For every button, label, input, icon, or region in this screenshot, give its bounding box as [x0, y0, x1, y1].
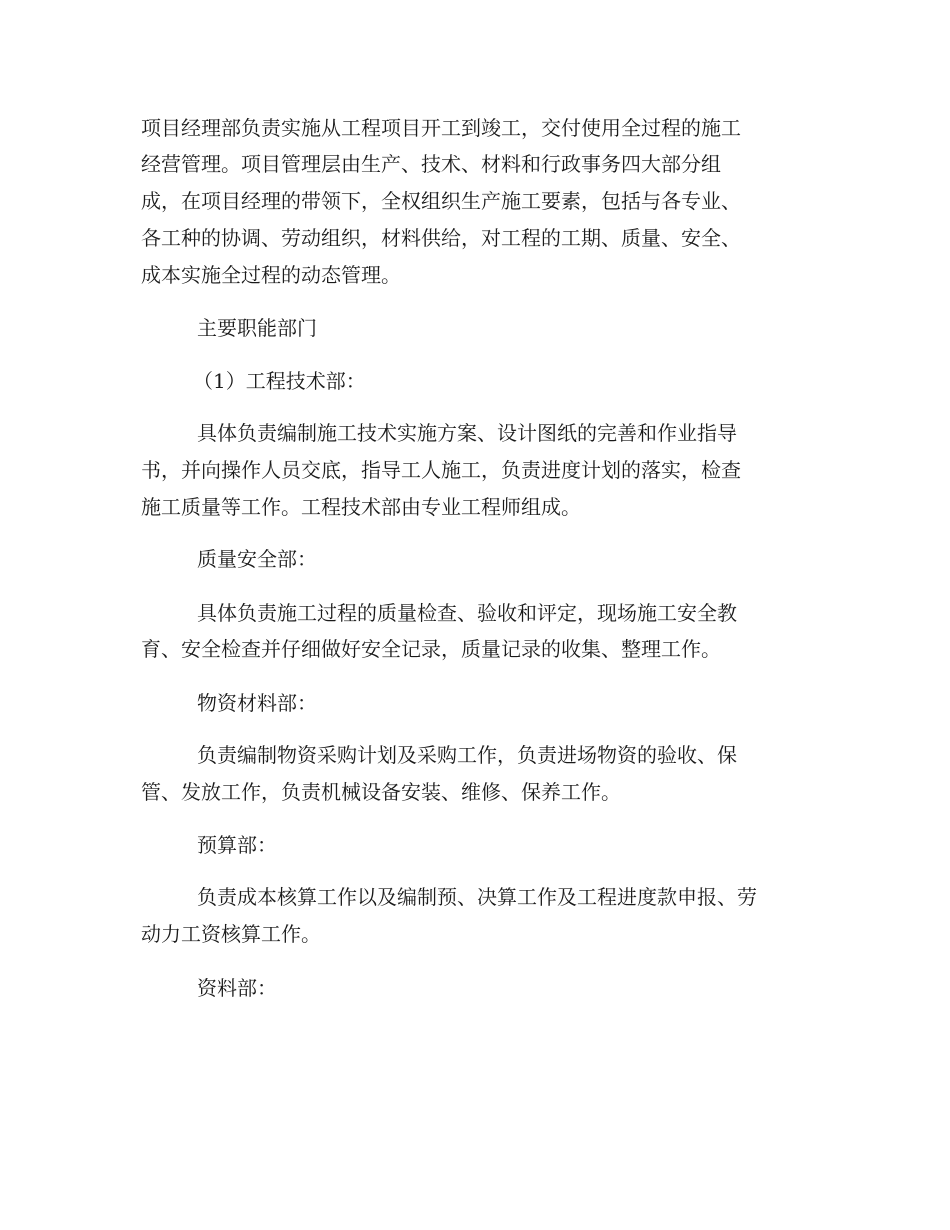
dept-engineering-title: （1）工程技术部：: [193, 369, 366, 393]
dept-quality-line-2: 育、安全检查并仔细做好安全记录，质量记录的收集、整理工作。: [141, 637, 721, 661]
intro-line-5: 成本实施全过程的动态管理。: [141, 263, 401, 287]
intro-line-3: 成，在项目经理的带领下，全权组织生产施工要素，包括与各专业、: [141, 189, 741, 213]
intro-line-2: 经营管理。项目管理层由生产、技术、材料和行政事务四大部分组: [141, 152, 721, 176]
dept-budget-title: 预算部：: [197, 833, 277, 857]
dept-engineering-line-2: 书，并向操作人员交底，指导工人施工，负责进度计划的落实，检查: [141, 458, 741, 482]
dept-materials-title: 物资材料部：: [197, 691, 317, 715]
dept-quality-line-1: 具体负责施工过程的质量检查、验收和评定，现场施工安全教: [197, 601, 737, 625]
dept-engineering-line-3: 施工质量等工作。工程技术部由专业工程师组成。: [141, 495, 581, 519]
dept-quality-title: 质量安全部：: [197, 547, 317, 571]
dept-budget-line-2: 动力工资核算工作。: [141, 922, 321, 946]
dept-materials-line-1: 负责编制物资采购计划及采购工作，负责进场物资的验收、保: [197, 743, 737, 767]
dept-materials-line-2: 管、发放工作，负责机械设备安装、维修、保养工作。: [141, 780, 621, 804]
dept-budget-line-1: 负责成本核算工作以及编制预、决算工作及工程进度款申报、劳: [197, 885, 757, 909]
intro-line-1: 项目经理部负责实施从工程项目开工到竣工，交付使用全过程的施工: [141, 116, 741, 140]
dept-engineering-line-1: 具体负责编制施工技术实施方案、设计图纸的完善和作业指导: [197, 421, 737, 445]
dept-records-title: 资料部：: [197, 976, 277, 1000]
section-heading: 主要职能部门: [197, 316, 317, 340]
intro-line-4: 各工种的协调、劳动组织，材料供给，对工程的工期、质量、安全、: [141, 226, 741, 250]
